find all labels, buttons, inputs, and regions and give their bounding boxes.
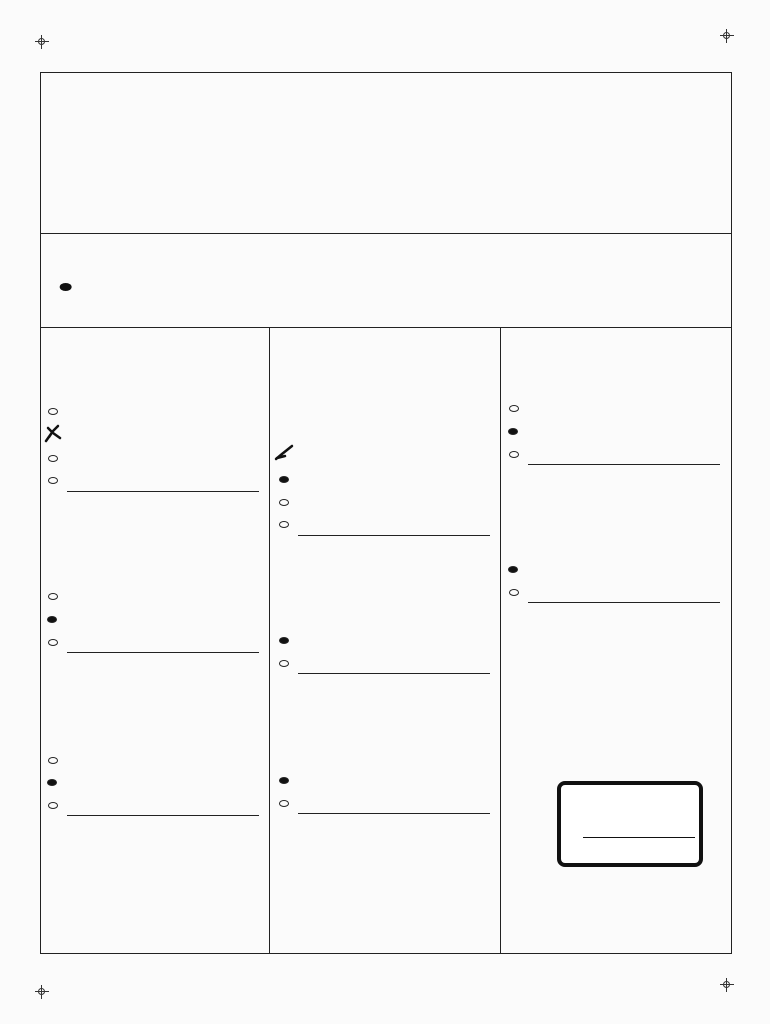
instructions-step-2 [56,278,72,293]
commissioner-write-in-line[interactable] [528,464,720,465]
oval-vogel[interactable] [47,616,57,623]
oval-commissioner-write-in[interactable] [509,451,519,458]
oval-herring[interactable] [48,757,58,764]
header-divider [40,233,732,234]
registration-mark-top-right [720,29,734,43]
oval-morgan[interactable] [279,777,289,784]
oval-eubank[interactable] [508,566,518,573]
column-divider-2 [500,327,501,954]
oval-adams[interactable] [47,779,57,786]
oval-boyle[interactable] [509,405,519,412]
exhibit-signature-line [583,837,695,838]
exhibit-sticker [557,781,703,867]
pen-mark-icon [44,423,64,443]
oval-bartley[interactable] [279,499,289,506]
oval-woodruff[interactable] [508,428,518,435]
oval-governor-write-in[interactable] [48,477,58,484]
attorney-general-write-in-line[interactable] [67,815,259,816]
oval-hyra[interactable] [48,455,58,462]
instructions-divider [40,327,732,328]
oval-delegates-write-in[interactable] [279,521,289,528]
oval-commonwealth-attorney-write-in[interactable] [279,660,289,667]
column-divider-1 [269,327,270,954]
registration-mark-bottom-right [720,978,734,992]
commonwealth-attorney-write-in-line[interactable] [298,673,490,674]
delegates-write-in-line[interactable] [298,535,490,536]
oval-sheriff-write-in[interactable] [279,800,289,807]
registration-mark-bottom-left [35,985,49,999]
oval-fairfax[interactable] [48,593,58,600]
oval-yancey[interactable] [279,476,289,483]
oval-treasurer-write-in[interactable] [509,589,519,596]
oval-northam[interactable] [48,408,58,415]
oval-lt-governor-write-in[interactable] [48,639,58,646]
oval-attorney-general-write-in[interactable] [48,802,58,809]
pen-mark-icon [273,444,295,462]
lt-governor-write-in-line[interactable] [67,652,259,653]
sheriff-write-in-line[interactable] [298,813,490,814]
filled-oval-example-icon [60,283,72,291]
governor-write-in-line[interactable] [67,491,259,492]
treasurer-write-in-line[interactable] [528,602,720,603]
registration-mark-top-left [35,35,49,49]
oval-gwynn[interactable] [279,637,289,644]
